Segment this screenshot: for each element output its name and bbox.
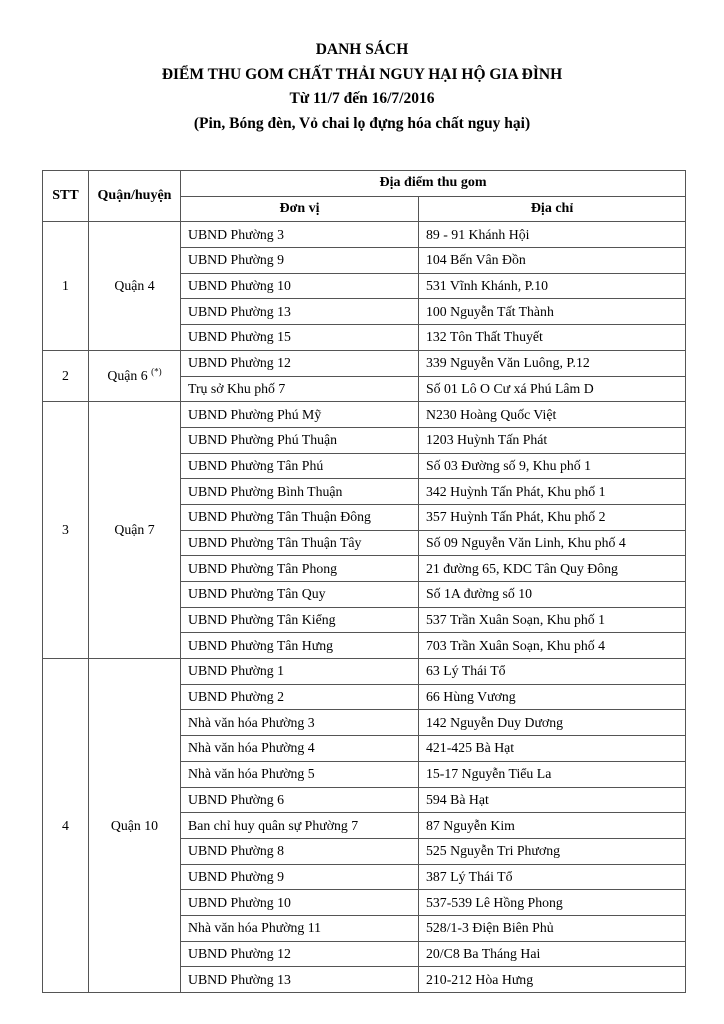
stt-cell: 3 [43,402,89,659]
document-header [0,38,724,136]
address-cell: 20/C8 Ba Tháng Hai [419,941,686,967]
district-cell [89,659,181,993]
address-cell: 528/1-3 Điện Biên Phủ [419,915,686,941]
address-cell: 421-425 Bà Hạt [419,736,686,762]
doc-title: DANH SÁCH [315,41,409,58]
address-cell: 89 - 91 Khánh Hội [419,222,686,248]
address-cell: 132 Tôn Thất Thuyết [419,325,686,351]
unit-cell: UBND Phường 2 [181,684,419,710]
unit-cell: UBND Phường Tân Kiểng [181,607,419,633]
address-cell: 339 Nguyễn Văn Luông, P.12 [419,350,686,376]
unit-cell: Trụ sở Khu phố 7 [181,376,419,402]
table-row [43,659,686,685]
stt-cell: 4 [43,659,89,993]
unit-cell: UBND Phường 8 [181,838,419,864]
address-cell: 100 Nguyễn Tất Thành [419,299,686,325]
address-cell: 387 Lý Thái Tổ [419,864,686,890]
unit-cell: UBND Phường 3 [181,222,419,248]
unit-cell: UBND Phường 10 [181,890,419,916]
unit-cell: Nhà văn hóa Phường 3 [181,710,419,736]
unit-cell: Nhà văn hóa Phường 11 [181,915,419,941]
unit-cell: UBND Phường Tân Thuận Đông [181,504,419,530]
address-cell: 210-212 Hòa Hưng [419,967,686,993]
district-name: Quận 4 [114,278,155,294]
address-cell: 357 Huỳnh Tấn Phát, Khu phố 2 [419,504,686,530]
unit-cell: UBND Phường 10 [181,273,419,299]
address-cell: 537-539 Lê Hồng Phong [419,890,686,916]
address-cell: Số 03 Đường số 9, Khu phố 1 [419,453,686,479]
stt-cell: 1 [43,222,89,350]
collection-points-table [42,170,686,993]
address-cell: 525 Nguyễn Tri Phương [419,838,686,864]
unit-cell: UBND Phường 12 [181,350,419,376]
unit-cell: UBND Phường 15 [181,325,419,351]
table-row [43,350,686,376]
address-cell: 531 Vĩnh Khánh, P.10 [419,273,686,299]
table-row [43,402,686,428]
unit-cell: UBND Phường Tân Hưng [181,633,419,659]
address-cell: 142 Nguyễn Duy Dương [419,710,686,736]
table-body [43,222,686,993]
unit-cell: UBND Phường Phú Mỹ [181,402,419,428]
unit-cell: UBND Phường Tân Phong [181,556,419,582]
doc-waste-types: (Pin, Bóng đèn, Vỏ chai lọ đựng hóa chất nguy hại) [193,114,531,132]
unit-cell: UBND Phường 9 [181,248,419,274]
district-note: (*) [151,366,162,377]
unit-cell: UBND Phường 9 [181,864,419,890]
address-cell: 594 Bà Hạt [419,787,686,813]
address-cell: 703 Trần Xuân Soạn, Khu phố 4 [419,633,686,659]
unit-cell: UBND Phường Tân Phú [181,453,419,479]
table-row [43,222,686,248]
unit-cell: UBND Phường Phú Thuận [181,427,419,453]
address-cell: 66 Hùng Vương [419,684,686,710]
district-cell [89,402,181,659]
district-name: Quận 10 [110,817,159,833]
doc-date-range: Từ 11/7 đến 16/7/2016 [289,90,435,107]
unit-cell: UBND Phường Tân Thuận Tây [181,530,419,556]
unit-cell: UBND Phường 13 [181,967,419,993]
stt-cell: 2 [43,350,89,401]
district-cell [89,350,181,401]
header-district: Quận/huyện [89,171,181,222]
district-name: Quận 6 [107,368,148,383]
unit-cell: UBND Phường 12 [181,941,419,967]
district-cell [89,222,181,350]
header-stt: STT [43,171,89,222]
address-cell: 21 đường 65, KDC Tân Quy Đông [419,556,686,582]
address-cell: N230 Hoàng Quốc Việt [419,402,686,428]
address-cell: 63 Lý Thái Tổ [419,659,686,685]
unit-cell: UBND Phường 6 [181,787,419,813]
unit-cell: UBND Phường 1 [181,659,419,685]
doc-subtitle: ĐIỂM THU GOM CHẤT THẢI NGUY HẠI HỘ GIA ĐÌNH [161,65,563,83]
unit-cell: Nhà văn hóa Phường 5 [181,761,419,787]
address-cell: Số 09 Nguyễn Văn Linh, Khu phố 4 [419,530,686,556]
unit-cell: UBND Phường 13 [181,299,419,325]
address-cell: 104 Bến Vân Đồn [419,248,686,274]
address-cell: 342 Huỳnh Tấn Phát, Khu phố 1 [419,479,686,505]
unit-cell: UBND Phường Bình Thuận [181,479,419,505]
header-location: Địa điểm thu gom [181,171,686,197]
address-cell: 537 Trần Xuân Soạn, Khu phố 1 [419,607,686,633]
district-name: Quận 7 [114,522,155,538]
unit-cell: UBND Phường Tân Quy [181,582,419,608]
unit-cell: Ban chỉ huy quân sự Phường 7 [181,813,419,839]
address-cell: 87 Nguyễn Kim [419,813,686,839]
unit-cell: Nhà văn hóa Phường 4 [181,736,419,762]
header-address: Địa chỉ [419,196,686,222]
address-cell: 15-17 Nguyễn Tiểu La [419,761,686,787]
address-cell: Số 01 Lô O Cư xá Phú Lâm D [419,376,686,402]
address-cell: 1203 Huỳnh Tấn Phát [419,427,686,453]
header-unit: Đơn vị [181,196,419,222]
address-cell: Số 1A đường số 10 [419,582,686,608]
